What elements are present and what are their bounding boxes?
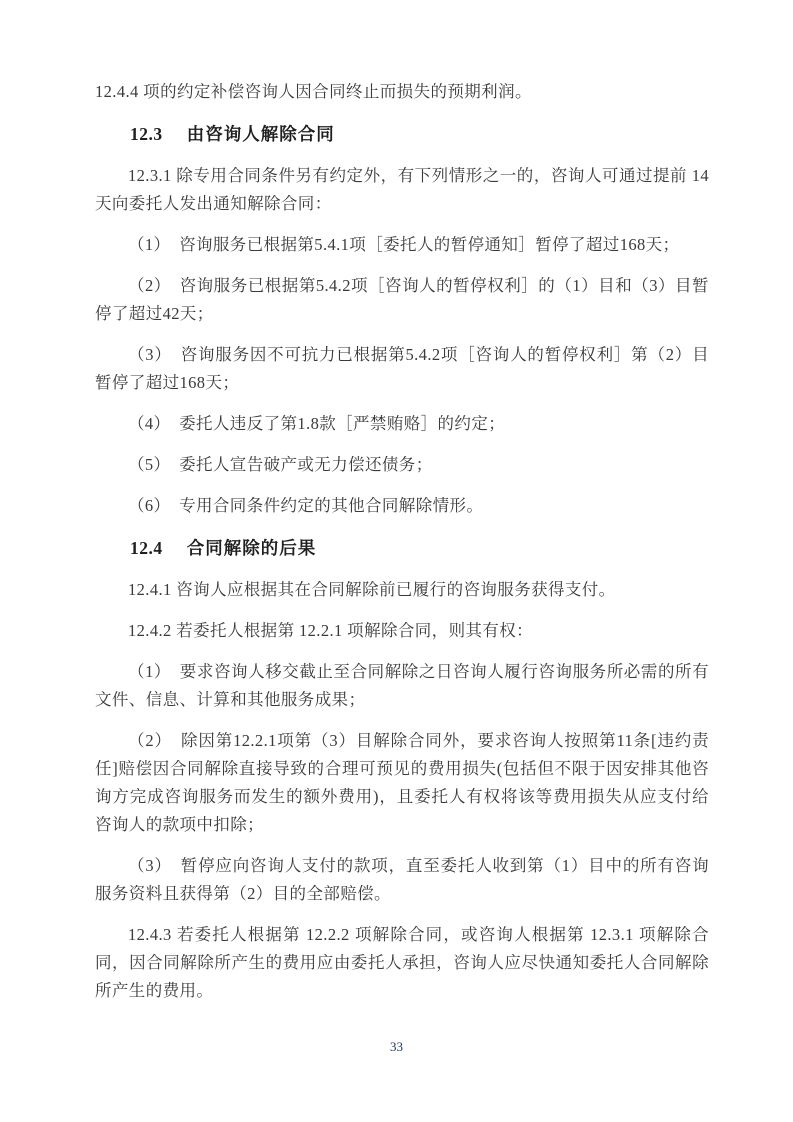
page-footer	[0, 1038, 793, 1056]
list-item-1: （1） 咨询服务已根据第5.4.1项［委托人的暂停通知］暂停了超过168天；	[128, 235, 680, 254]
paragraph-12-3-1: 12.3.1 除专用合同条件另有约定外，有下列情形之一的，咨询人可通过提前 14 天向委托人发出通知解除合同：	[95, 166, 709, 213]
list-item-2: （2） 除因第12.2.1项第（3）目解除合同外，要求咨询人按照第11条[违约责任]赔偿因合同解除直接导致的合理可预见的费用损失(包括但不限于因安排其他咨询方完成咨询服务而发生的额外费用)，且委托人有权将该等费用损失从应支付给咨询人的款项中扣除；	[95, 731, 709, 834]
section-title: 由咨询人解除合同	[186, 124, 335, 144]
section-heading-12-3	[95, 120, 709, 148]
paragraph-12-4-2: 12.4.2 若委托人根据第 12.2.1 项解除合同，则其有权：	[128, 621, 534, 640]
list-item-2: （2） 咨询服务已根据第5.4.2项［咨询人的暂停权利］的（1）目和（3）目暂停了超过42天；	[95, 276, 709, 323]
list-item-4: （4） 委托人违反了第1.8款［严禁贿赂］的约定；	[128, 414, 506, 433]
section-heading-12-4	[95, 534, 709, 562]
section-number: 12.4	[130, 538, 163, 558]
document-body	[95, 78, 709, 1018]
list-item-1: （1） 要求咨询人移交截止至合同解除之日咨询人履行咨询服务所必需的所有文件、信息、计算和其他服务成果；	[95, 662, 709, 709]
section-number: 12.3	[130, 124, 163, 144]
section-title: 合同解除的后果	[186, 538, 317, 558]
list-item-5: （5） 委托人宣告破产或无力偿还债务；	[128, 455, 433, 474]
paragraph-12-4-3: 12.4.3 若委托人根据第 12.2.2 项解除合同，或咨询人根据第 12.3.1 项解除合同，因合同解除所产生的费用应由委托人承担，咨询人应尽快通知委托人合同解除所产生的费用。	[95, 925, 709, 1000]
paragraph-12-4-1: 12.4.1 咨询人应根据其在合同解除前已履行的咨询服务获得支付。	[128, 580, 616, 599]
page-number: 33	[390, 1039, 403, 1054]
list-item-3: （3） 暂停应向咨询人支付的款项，直至委托人收到第（1）目中的所有咨询服务资料且获得第（2）目的全部赔偿。	[95, 856, 709, 903]
list-item-6: （6） 专用合同条件约定的其他合同解除情形。	[128, 496, 484, 515]
list-item-3: （3） 咨询服务因不可抗力已根据第5.4.2项［咨询人的暂停权利］第（2）目暂停了超过168天；	[95, 345, 709, 392]
paragraph-12-4-4-continuation: 12.4.4 项的约定补偿咨询人因合同终止而损失的预期利润。	[95, 82, 532, 101]
